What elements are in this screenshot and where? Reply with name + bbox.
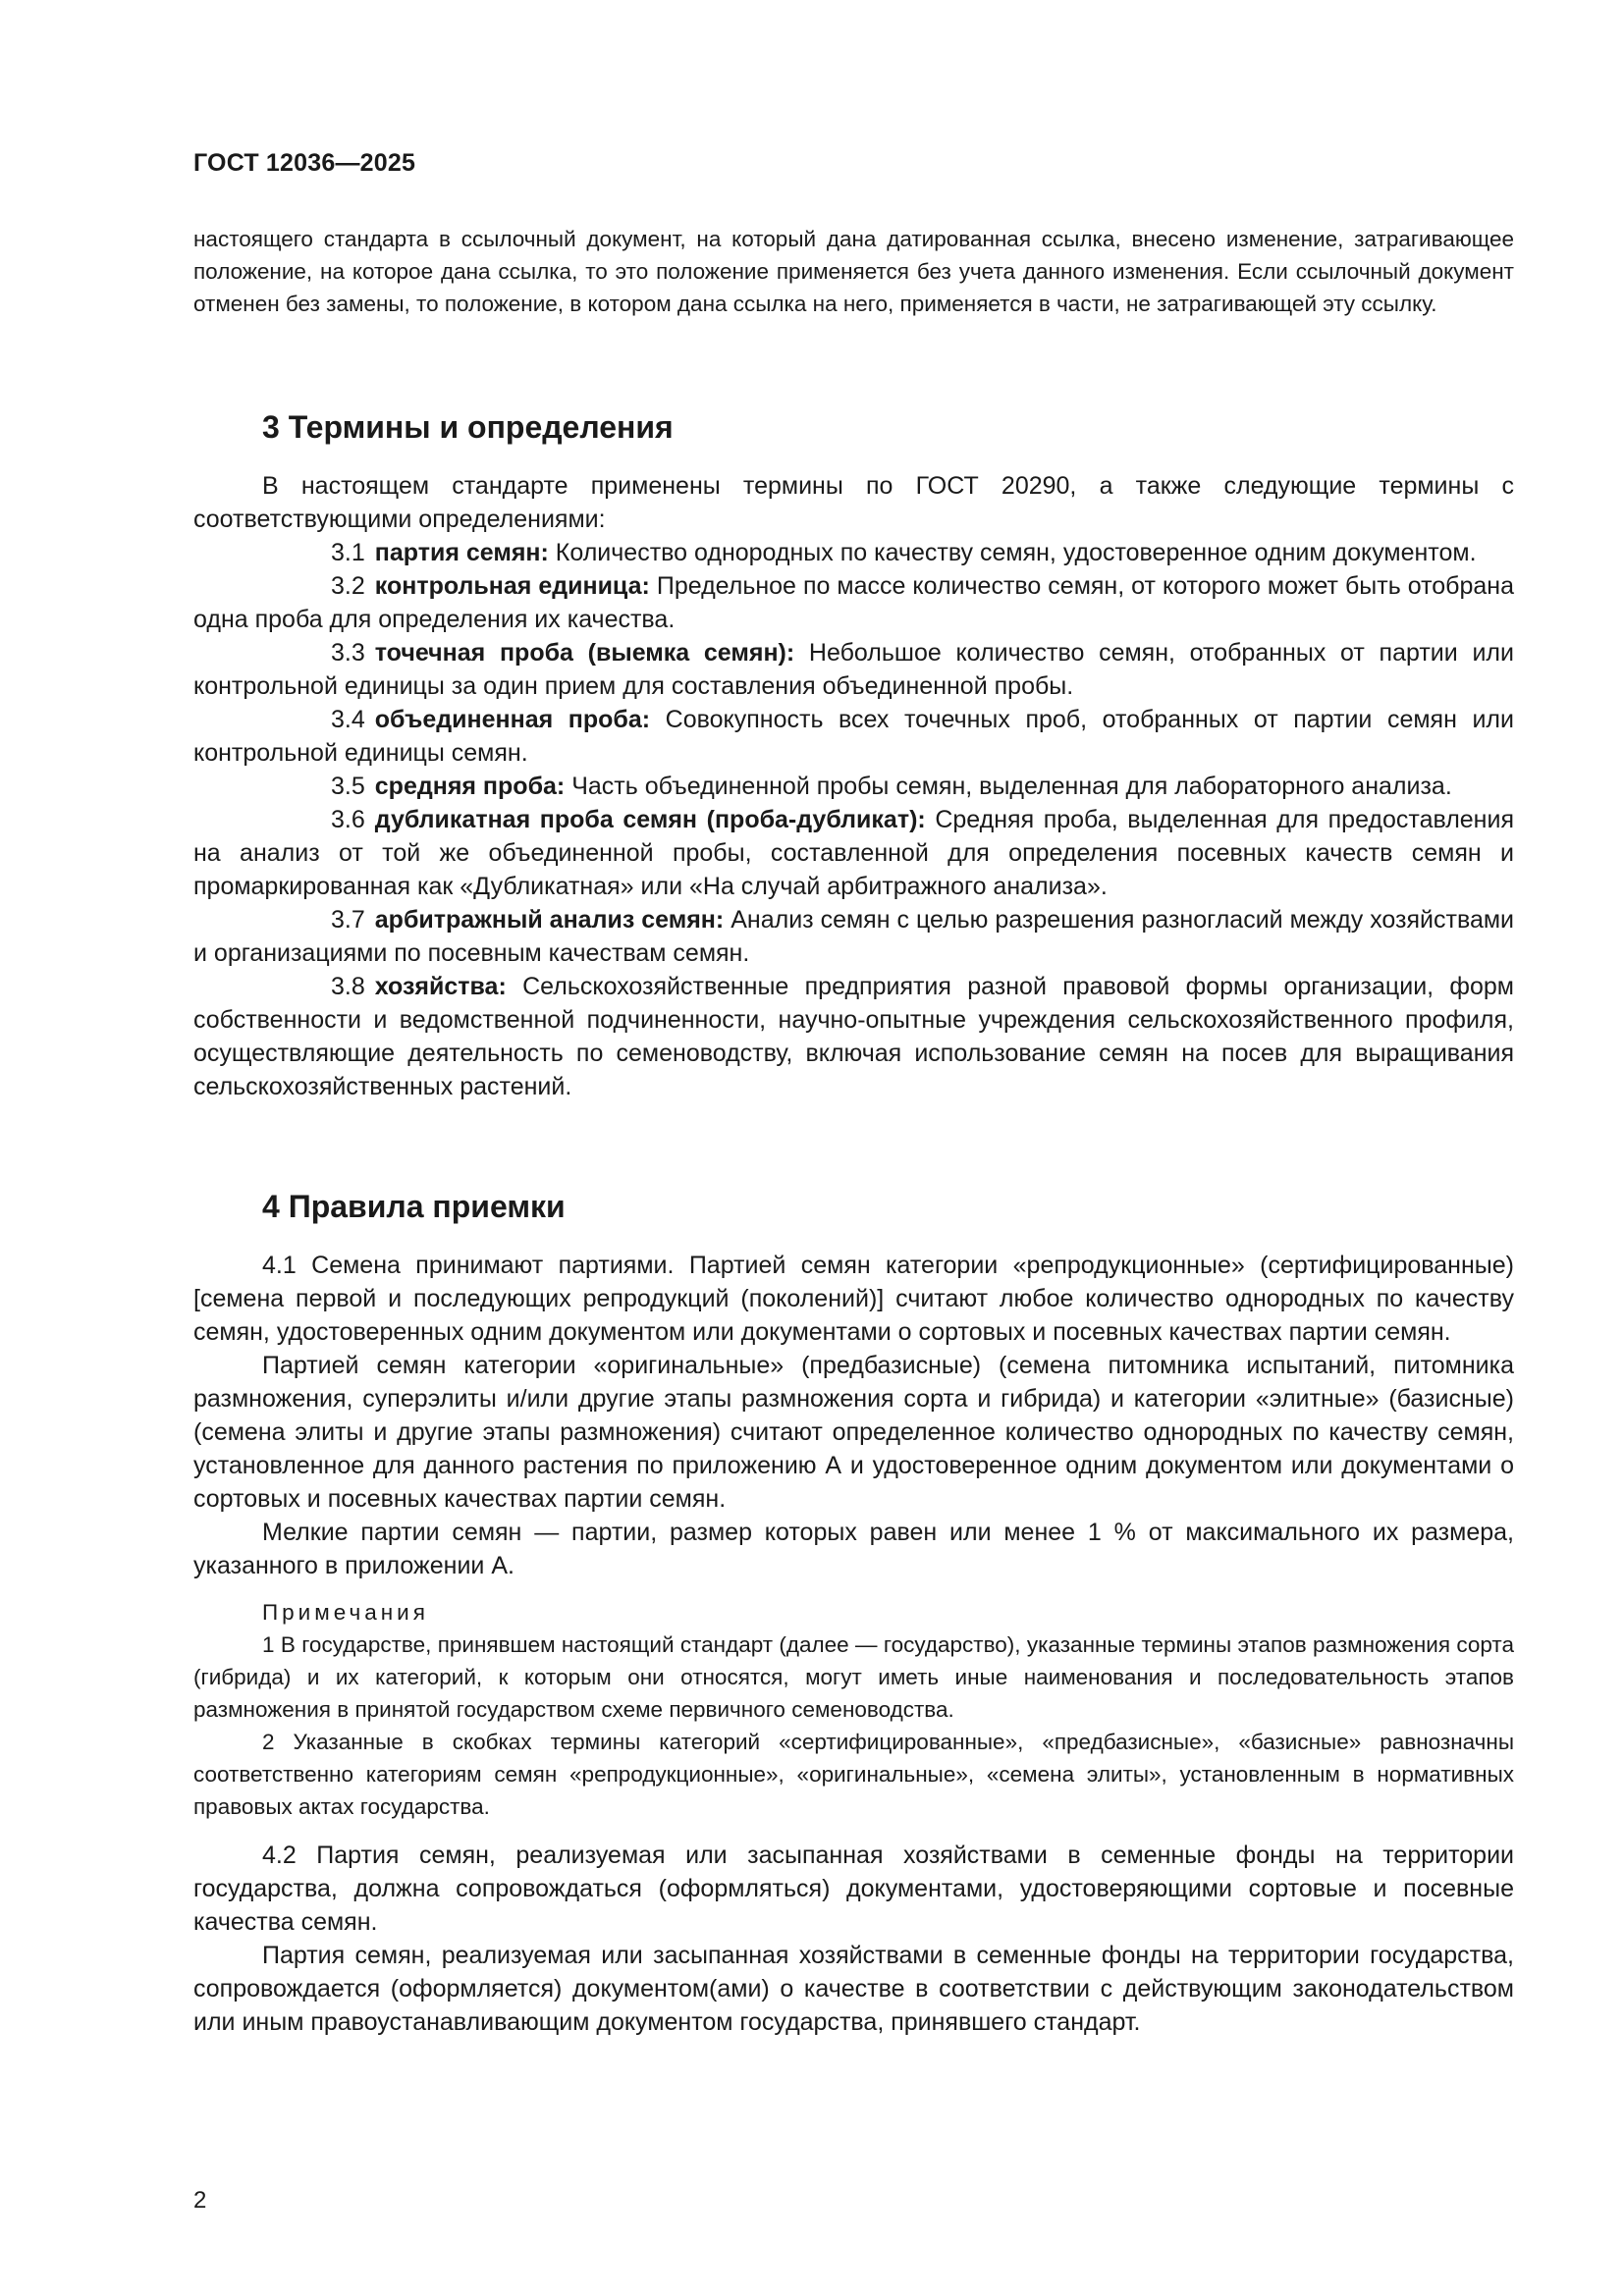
term-number: 3.4 — [331, 706, 365, 733]
section-4-title: 4 Правила приемки — [262, 1189, 566, 1224]
section-3 — [193, 410, 1514, 1103]
term-3-3 — [193, 636, 1514, 703]
term-name: дубликатная проба семян (проба-дубликат): — [374, 806, 926, 833]
term-3-4 — [193, 703, 1514, 770]
term-name: арбитражный анализ семян: — [374, 906, 725, 934]
term-number: 3.7 — [331, 906, 365, 934]
term-number: 3.1 — [331, 539, 365, 566]
clause-4-2: 4.2 Партия семян, реализуемая или засыпанная хозяйствами в семенные фонды на территории государства, должна сопровождаться (оформляться) документами, удостоверяющими сортовые и посевные качества семян. — [193, 1842, 1514, 1936]
section-3-title: 3 Термины и определения — [262, 409, 674, 445]
term-3-6 — [193, 803, 1514, 903]
term-name: хозяйства: — [374, 973, 507, 1000]
term-definition: Предельное по массе количество семян, от которого может быть отобрана одна проба для определения их качества. — [193, 572, 1514, 633]
term-3-5 — [193, 770, 1514, 803]
term-3-1 — [193, 536, 1514, 569]
note-1: 1 В государстве, принявшем настоящий стандарт (далее — государство), указанные термины этапов размножения сорта (гибрида) и их категорий, к которым они относятся, могут иметь иные наименования и последовательность этапов размножения в принятой государством схеме первичного семеноводства. — [193, 1632, 1514, 1722]
clause-4-1-paragraph-3: Мелкие партии семян — партии, размер которых равен или менее 1 % от максимального их размера, указанного в приложении А. — [193, 1519, 1514, 1579]
clause-4-2-paragraph-2: Партия семян, реализуемая или засыпанная хозяйствами в семенные фонды на территории государства, сопровождается (оформляется) документом(ами) о качестве в соответствии с действующим законодательством или иным правоустанавливающим документом государства, принявшего стандарт. — [193, 1942, 1514, 2036]
term-definition: Сельскохозяйственные предприятия разной правовой формы организации, форм собственности и ведомственной подчиненности, научно-опытные учреждения сельскохозяйственного профиля, осуществляющие деятельность по семеноводству, включая использование семян на посев для выращивания сельскохозяйственных растений. — [193, 973, 1514, 1100]
term-number: 3.2 — [331, 572, 365, 600]
document-code-header: ГОСТ 12036—2025 — [193, 149, 416, 177]
intro-paragraph: настоящего стандарта в ссылочный документ, на который дана датированная ссылка, внесено изменение, затрагивающее положение, на которое дана ссылка, то это положение применяется без учета данного изменения. Если ссылочный документ отменен без замены, то положение, в котором дана ссылка на него, применяется в части, не затрагивающей эту ссылку. — [193, 227, 1514, 316]
term-number: 3.6 — [331, 806, 365, 833]
term-name: партия семян: — [374, 539, 549, 566]
term-definition: Средняя проба, выделенная для предоставления на анализ от той же объединенной пробы, составленной для определения посевных качеств семян и промаркированная как «Дубликатная» или «На случай арбитражного анализа». — [193, 806, 1514, 900]
notes-title: Примечания — [262, 1600, 429, 1625]
term-definition: Часть объединенной пробы семян, выделенная для лабораторного анализа. — [571, 773, 1452, 800]
clause-4-1-paragraph-2: Партией семян категории «оригинальные» (предбазисные) (семена питомника испытаний, питомника размножения, суперэлиты и/или другие этапы размножения сорта и гибрида) и категории «элитные» (базисные) (семена элиты и другие этапы размножения) считают определенное количество однородных по качеству семян, установленное для данного растения по приложению А и удостоверенное одним документом или документами о сортовых и посевных качествах партии семян. — [193, 1352, 1514, 1513]
term-number: 3.5 — [331, 773, 365, 800]
term-definition: Количество однородных по качеству семян, удостоверенное одним документом. — [555, 539, 1477, 566]
notes-block — [193, 1596, 1514, 1823]
clause-4-1: 4.1 Семена принимают партиями. Партией семян категории «репродукционные» (сертифицированные) [семена первой и последующих репродукций (поколений)] считают любое количество однородных по качеству семян, удостоверенных одним документом или документами о сортовых и посевных качествах партии семян. — [193, 1252, 1514, 1346]
section-4 — [193, 1190, 1514, 2039]
term-3-2 — [193, 569, 1514, 636]
note-2: 2 Указанные в скобках термины категорий «сертифицированные», «предбазисные», «базисные» равнозначны соответственно категориям семян «репродукционные», «оригинальные», «семена элиты», установленным в нормативных правовых актах государства. — [193, 1730, 1514, 1819]
term-name: точечная проба (выемка семян): — [374, 639, 795, 667]
term-name: объединенная проба: — [374, 706, 651, 733]
term-definition: Совокупность всех точечных проб, отобранных от партии семян или контрольной единицы семян. — [193, 706, 1514, 767]
section-3-lead: В настоящем стандарте применены термины по ГОСТ 20290, а также следующие термины с соответствующими определениями: — [193, 472, 1514, 533]
term-3-7 — [193, 903, 1514, 970]
term-3-8 — [193, 970, 1514, 1103]
page-number: 2 — [193, 2187, 207, 2214]
term-number: 3.8 — [331, 973, 365, 1000]
term-name: средняя проба: — [374, 773, 566, 800]
term-definition: Анализ семян с целью разрешения разногласий между хозяйствами и организациями по посевным качествам семян. — [193, 906, 1515, 967]
term-definition: Небольшое количество семян, отобранных от партии или контрольной единицы за один прием для составления объединенной пробы. — [193, 639, 1514, 700]
term-name: контрольная единица: — [374, 572, 650, 600]
term-number: 3.3 — [331, 639, 365, 667]
